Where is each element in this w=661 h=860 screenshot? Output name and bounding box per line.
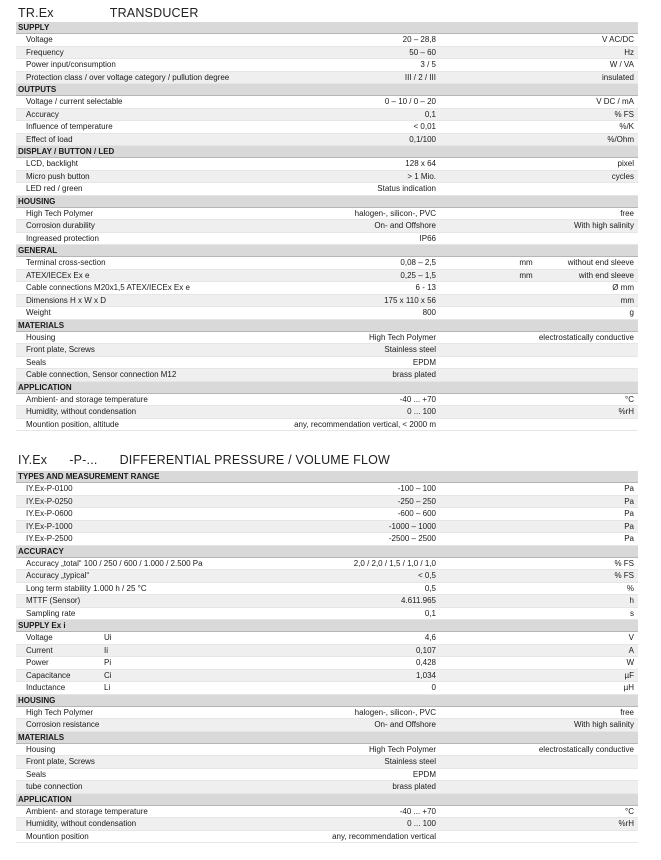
spec-label: Ingreased protection [26,233,99,243]
spec-row [16,818,638,831]
spec-label: Mountion position, altitude [26,419,119,429]
spec-label: Long term stability 1.000 h / 25 °C [26,583,147,593]
spec-row [16,270,638,283]
spec-label: IY.Ex-P-1000 [26,521,73,531]
spec-unit: %/Ohm [607,134,634,144]
spec-row [16,645,638,658]
spec-row [16,744,638,757]
spec-value: halogen-, silicon-, PVC [354,208,436,218]
spec-value: 0 ... 100 [407,819,436,828]
spec-mid-unit: mm [519,270,533,280]
spec-row [16,483,638,496]
spec-label: Ambient- and storage temperature [26,394,148,404]
spec-row [16,806,638,819]
spec-unit: % FS [614,558,634,568]
spec-unit: g [629,308,634,317]
doc2-sub: -P-... [69,453,98,467]
spec-label: LED red / green [26,184,83,193]
spec-unit: V [628,633,634,642]
spec-row [16,583,638,596]
spec-unit: h [629,596,634,605]
spec-unit: cycles [611,171,634,181]
spec-label: Terminal cross-section [26,258,106,267]
spec-value: 4.611.965 [401,596,436,605]
spec-value: 0 [431,683,436,692]
spec-label: Corrosion durability [26,221,95,230]
doc2-spec-table [16,471,638,843]
spec-value: 175 x 110 x 56 [384,295,436,305]
spec-value: 0,1 [424,109,436,119]
spec-row [16,707,638,720]
spec-unit: insulated [601,72,634,82]
spec-row [16,608,638,621]
spec-row [16,521,638,534]
section-header: HOUSING [16,196,638,208]
spec-row [16,208,638,221]
spec-label: Effect of load [26,134,73,144]
spec-unit: without end sleeve [567,258,634,267]
spec-unit: µF [624,670,634,680]
spec-value: Status indication [377,184,436,193]
spec-unit: with end sleeve [578,270,634,280]
spec-value: -1000 – 1000 [388,521,436,531]
spec-unit: °C [625,394,634,404]
spec-unit: %rH [618,819,634,828]
spec-unit: °C [625,806,634,816]
spec-label: Ambient- and storage temperature [26,806,148,816]
section-header: APPLICATION [16,794,638,806]
spec-value: 0,107 [415,645,436,655]
spec-unit: A [628,645,634,655]
spec-label: Cable connections M20x1,5 ATEX/IECEx Ex e [26,283,190,292]
spec-label: Power [26,658,49,667]
spec-label: Humidity, without condensation [26,407,137,416]
spec-label: Seals [26,769,47,779]
spec-value: 0 ... 100 [407,407,436,416]
spec-value: 800 [422,308,436,317]
spec-unit: W / VA [609,60,634,69]
spec-value: 4,6 [424,633,436,642]
spec-label: Accuracy „typical“ [26,571,90,580]
section-header: HOUSING [16,695,638,707]
spec-row [16,344,638,357]
doc1-spec-table [16,22,638,431]
spec-unit: Pa [624,496,634,506]
doc2-code: IY.Ex [18,453,48,467]
doc1-code: TR.Ex [18,6,54,20]
spec-row [16,34,638,47]
spec-label: Current [26,645,53,655]
doc1-name: TRANSDUCER [109,6,199,20]
spec-unit: W [626,658,634,667]
spec-value: 0,1/100 [409,134,436,144]
doc2-name: DIFFERENTIAL PRESSURE / VOLUME FLOW [119,453,391,467]
spec-label: MTTF (Sensor) [26,596,81,605]
spec-label: Accuracy [26,109,59,119]
spec-row [16,769,638,782]
spec-label: Influence of temperature [26,122,113,131]
spec-symbol: Ci [104,670,112,680]
spec-row [16,47,638,60]
spec-unit: V AC/DC [601,35,634,44]
spec-label: IY.Ex-P-0600 [26,509,73,518]
spec-value: -40 ... +70 [399,806,436,816]
spec-label: Humidity, without condensation [26,819,137,828]
spec-label: tube connection [26,782,83,791]
spec-row [16,307,638,320]
spec-row [16,134,638,147]
spec-symbol: Pi [104,658,112,667]
spec-row [16,257,638,270]
spec-value: 20 – 28,8 [402,35,436,44]
spec-unit: Pa [624,484,634,493]
spec-label: Protection class / over voltage category / pullution degree [26,72,230,82]
spec-label: IY.Ex-P-0250 [26,496,73,506]
spec-label: Front plate, Screws [26,757,95,766]
spec-row [16,670,638,683]
spec-value: III / 2 / III [404,72,436,82]
spec-unit: free [620,707,634,717]
section-header: MATERIALS [16,732,638,744]
spec-row [16,171,638,184]
spec-value: halogen-, silicon-, PVC [354,707,436,717]
spec-row [16,282,638,295]
spec-row [16,508,638,521]
spec-symbol: Ui [104,633,112,642]
section-header: MATERIALS [16,320,638,332]
spec-label: Voltage [26,35,53,44]
spec-row [16,183,638,196]
spec-value: -40 ... +70 [399,394,436,404]
spec-value: 128 x 64 [405,159,436,168]
spec-value: 6 - 13 [415,283,436,292]
spec-row [16,657,638,670]
spec-value: < 0,5 [417,571,436,580]
spec-value: 2,0 / 2,0 / 1,5 / 1,0 / 1,0 [353,558,436,568]
spec-unit: %rH [618,407,634,416]
spec-value: -250 – 250 [397,496,436,506]
spec-label: Frequency [26,47,64,57]
spec-row [16,158,638,171]
spec-unit: With high salinity [573,720,634,729]
spec-row [16,570,638,583]
spec-unit: s [630,608,634,618]
spec-row [16,394,638,407]
spec-value: -2500 – 2500 [388,534,436,543]
spec-label: Dimensions H x W x D [26,295,107,305]
spec-row [16,419,638,432]
spec-label: Capacitance [26,670,71,680]
section-header: GENERAL [16,245,638,257]
spec-value: -100 – 100 [397,484,436,493]
spec-label: Micro push button [26,171,90,181]
spec-value: Stainless steel [384,345,436,354]
spec-unit: Pa [624,534,634,543]
spec-unit: %/K [619,122,634,131]
spec-value: any, recommendation vertical, < 2000 m [294,419,436,429]
spec-label: Power input/consumption [26,60,116,69]
spec-unit: With high salinity [573,221,634,230]
spec-value: Stainless steel [384,757,436,766]
spec-unit: % FS [614,571,634,580]
section-header: SUPPLY [16,22,638,34]
section-header: OUTPUTS [16,84,638,96]
spec-label: Front plate, Screws [26,345,95,354]
spec-label: Mountion position [26,831,89,841]
spec-label: Sampling rate [26,608,76,618]
spec-value: < 0,01 [413,122,436,131]
spec-label: ATEX/IECEx Ex e [26,270,90,280]
spec-row [16,96,638,109]
doc1-title [18,6,199,20]
spec-unit: V DC / mA [596,97,634,106]
spec-label: Inductance [26,683,66,692]
spec-symbol: Li [104,683,111,692]
spec-label: Housing [26,332,56,342]
spec-label: Cable connection, Sensor connection M12 [26,370,177,379]
spec-value: 0,5 [424,583,436,593]
spec-row [16,332,638,345]
spec-row [16,831,638,844]
spec-row [16,233,638,246]
doc2-title [18,453,390,467]
spec-value: brass plated [392,370,436,379]
spec-label: Weight [26,308,51,317]
spec-unit: electrostatically conductive [538,744,634,754]
spec-label: Housing [26,744,56,754]
spec-row [16,121,638,134]
spec-label: High Tech Polymer [26,208,93,218]
section-header: TYPES AND MEASUREMENT RANGE [16,471,638,483]
spec-row [16,220,638,233]
spec-value: -600 – 600 [397,509,436,518]
spec-label: IY.Ex-P-2500 [26,534,73,543]
spec-row [16,406,638,419]
spec-value: > 1 Mio. [407,171,436,181]
spec-value: High Tech Polymer [369,744,436,754]
spec-row [16,295,638,308]
spec-label: IY.Ex-P-0100 [26,484,73,493]
spec-unit: µH [623,683,634,692]
spec-unit: free [620,208,634,218]
spec-row [16,357,638,370]
spec-value: 50 – 60 [409,47,436,57]
spec-value: 0,08 – 2,5 [400,258,436,267]
spec-row [16,558,638,571]
spec-unit: % [626,583,634,593]
spec-value: 0 – 10 / 0 – 20 [384,97,436,106]
spec-symbol: Ii [104,645,108,655]
spec-row [16,682,638,695]
spec-row [16,72,638,85]
spec-label: Voltage [26,633,53,642]
spec-value: IP66 [419,233,436,243]
spec-row [16,496,638,509]
spec-row [16,781,638,794]
spec-unit: mm [620,295,634,305]
spec-value: 1,034 [415,670,436,680]
section-header: APPLICATION [16,382,638,394]
spec-label: High Tech Polymer [26,707,93,717]
spec-mid-unit: mm [519,258,533,267]
spec-row [16,719,638,732]
spec-row [16,59,638,72]
spec-row [16,632,638,645]
spec-value: 0,428 [415,658,436,667]
spec-unit: Pa [624,521,634,531]
spec-value: brass plated [392,782,436,791]
spec-label: Seals [26,357,47,367]
spec-unit: electrostatically conductive [538,332,634,342]
spec-value: On- and Offshore [374,221,436,230]
spec-value: 0,1 [424,608,436,618]
spec-row [16,369,638,382]
spec-label: Corrosion resistance [26,720,100,729]
section-header: DISPLAY / BUTTON / LED [16,146,638,158]
spec-unit: pixel [617,159,634,168]
spec-row [16,595,638,608]
spec-unit: Hz [624,47,634,57]
spec-label: Voltage / current selectable [26,97,123,106]
spec-value: On- and Offshore [374,720,436,729]
spec-label: Accuracy „total“ 100 / 250 / 600 / 1.000 / 2.500 Pa [26,558,203,568]
spec-value: High Tech Polymer [369,332,436,342]
spec-value: EPDM [412,357,436,367]
spec-label: LCD, backlight [26,159,79,168]
spec-row [16,756,638,769]
spec-value: 0,25 – 1,5 [400,270,436,280]
spec-unit: Ø mm [612,283,634,292]
section-header: SUPPLY Ex i [16,620,638,632]
spec-value: 3 / 5 [420,60,436,69]
section-header: ACCURACY [16,546,638,558]
spec-unit: Pa [624,509,634,518]
spec-value: EPDM [412,769,436,779]
spec-row [16,533,638,546]
spec-row [16,109,638,122]
spec-value: any, recommendation vertical [332,831,436,841]
spec-unit: % FS [614,109,634,119]
